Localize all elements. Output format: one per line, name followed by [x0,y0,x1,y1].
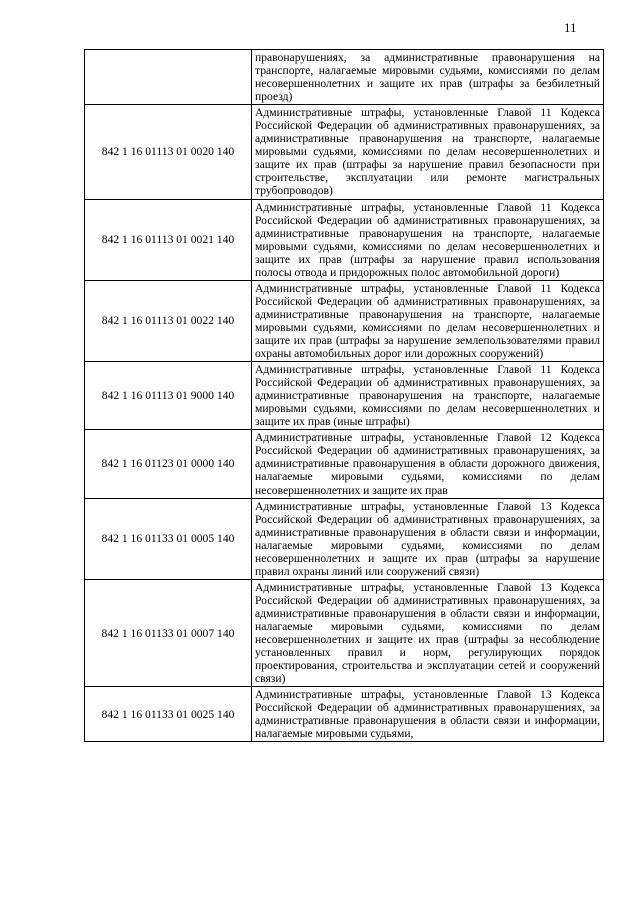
description-cell: правонарушениях, за административные правонарушения на транспорте, налагаемые мировыми судьями, комиссиями по делам несовершеннолетних и защите их прав (штрафы за безбилетный проезд) [252,50,604,105]
description-cell: Административные штрафы, установленные Главой 11 Кодекса Российской Федерации об административных правонарушениях, за административные правонарушения на транспорте, налагаемые мировыми судьями, комиссиями по делам несовершеннолетних и защите их прав (штрафы за нарушение правил безопасности при строительстве, эксплуатации или ремонте магистральных трубопроводов) [252,105,604,199]
kbk-code-cell: 842 1 16 01113 01 9000 140 [85,362,252,430]
table-row [85,199,604,280]
description-cell: Административные штрафы, установленные Главой 11 Кодекса Российской Федерации об административных правонарушениях, за административные правонарушения на транспорте, налагаемые мировыми судьями, комиссиями по делам несовершеннолетних и защите их прав (иные штрафы) [252,362,604,430]
kbk-code-cell: 842 1 16 01133 01 0007 140 [85,579,252,686]
description-cell: Административные штрафы, установленные Главой 12 Кодекса Российской Федерации об административных правонарушениях, за административные правонарушения в области дорожного движения, налагаемые мировыми судьями, комиссиями по делам несовершеннолетних и защите их прав [252,430,604,498]
table-row [85,579,604,686]
table-row [85,498,604,579]
kbk-code-cell [85,50,252,105]
kbk-code-cell: 842 1 16 01113 01 0021 140 [85,199,252,280]
description-cell: Административные штрафы, установленные Главой 13 Кодекса Российской Федерации об административных правонарушениях, за административные правонарушения в области связи и информации, налагаемые мировыми судьями, комиссиями по делам несовершеннолетних и защите их прав (штрафы за несоблюдение установленных правил и норм, регулирующих порядок проектирования, строительства и эксплуатации сетей и сооружений связи) [252,579,604,686]
kbk-code-cell: 842 1 16 01133 01 0005 140 [85,498,252,579]
kbk-code-cell: 842 1 16 01113 01 0020 140 [85,105,252,199]
kbk-code-cell: 842 1 16 01133 01 0025 140 [85,687,252,742]
table-row [85,430,604,498]
table-row [85,280,604,361]
table-row [85,105,604,199]
budget-codes-table [84,49,604,742]
description-cell: Административные штрафы, установленные Главой 13 Кодекса Российской Федерации об административных правонарушениях, за административные правонарушения в области связи и информации, налагаемые мировыми судьями, [252,687,604,742]
kbk-code-cell: 842 1 16 01113 01 0022 140 [85,280,252,361]
kbk-code-cell: 842 1 16 01123 01 0000 140 [85,430,252,498]
table-row [85,687,604,742]
description-cell: Административные штрафы, установленные Главой 11 Кодекса Российской Федерации об административных правонарушениях, за административные правонарушения на транспорте, налагаемые мировыми судьями, комиссиями по делам несовершеннолетних и защите их прав (штрафы за нарушение землепользователями правил охраны автомобильных дорог или дорожных сооружений) [252,280,604,361]
description-cell: Административные штрафы, установленные Главой 13 Кодекса Российской Федерации об административных правонарушениях, за административные правонарушения в области связи и информации, налагаемые мировыми судьями, комиссиями по делам несовершеннолетних и защите их прав (штрафы за нарушение правил охраны линий или сооружений связи) [252,498,604,579]
table-row [85,362,604,430]
description-cell: Административные штрафы, установленные Главой 11 Кодекса Российской Федерации об административных правонарушениях, за административные правонарушения на транспорте, налагаемые мировыми судьями, комиссиями по делам несовершеннолетних и защите их прав (штрафы за нарушение правил использования полосы отвода и придорожных полос автомобильной дороги) [252,199,604,280]
page-number: 11 [564,20,577,35]
table-row [85,50,604,105]
